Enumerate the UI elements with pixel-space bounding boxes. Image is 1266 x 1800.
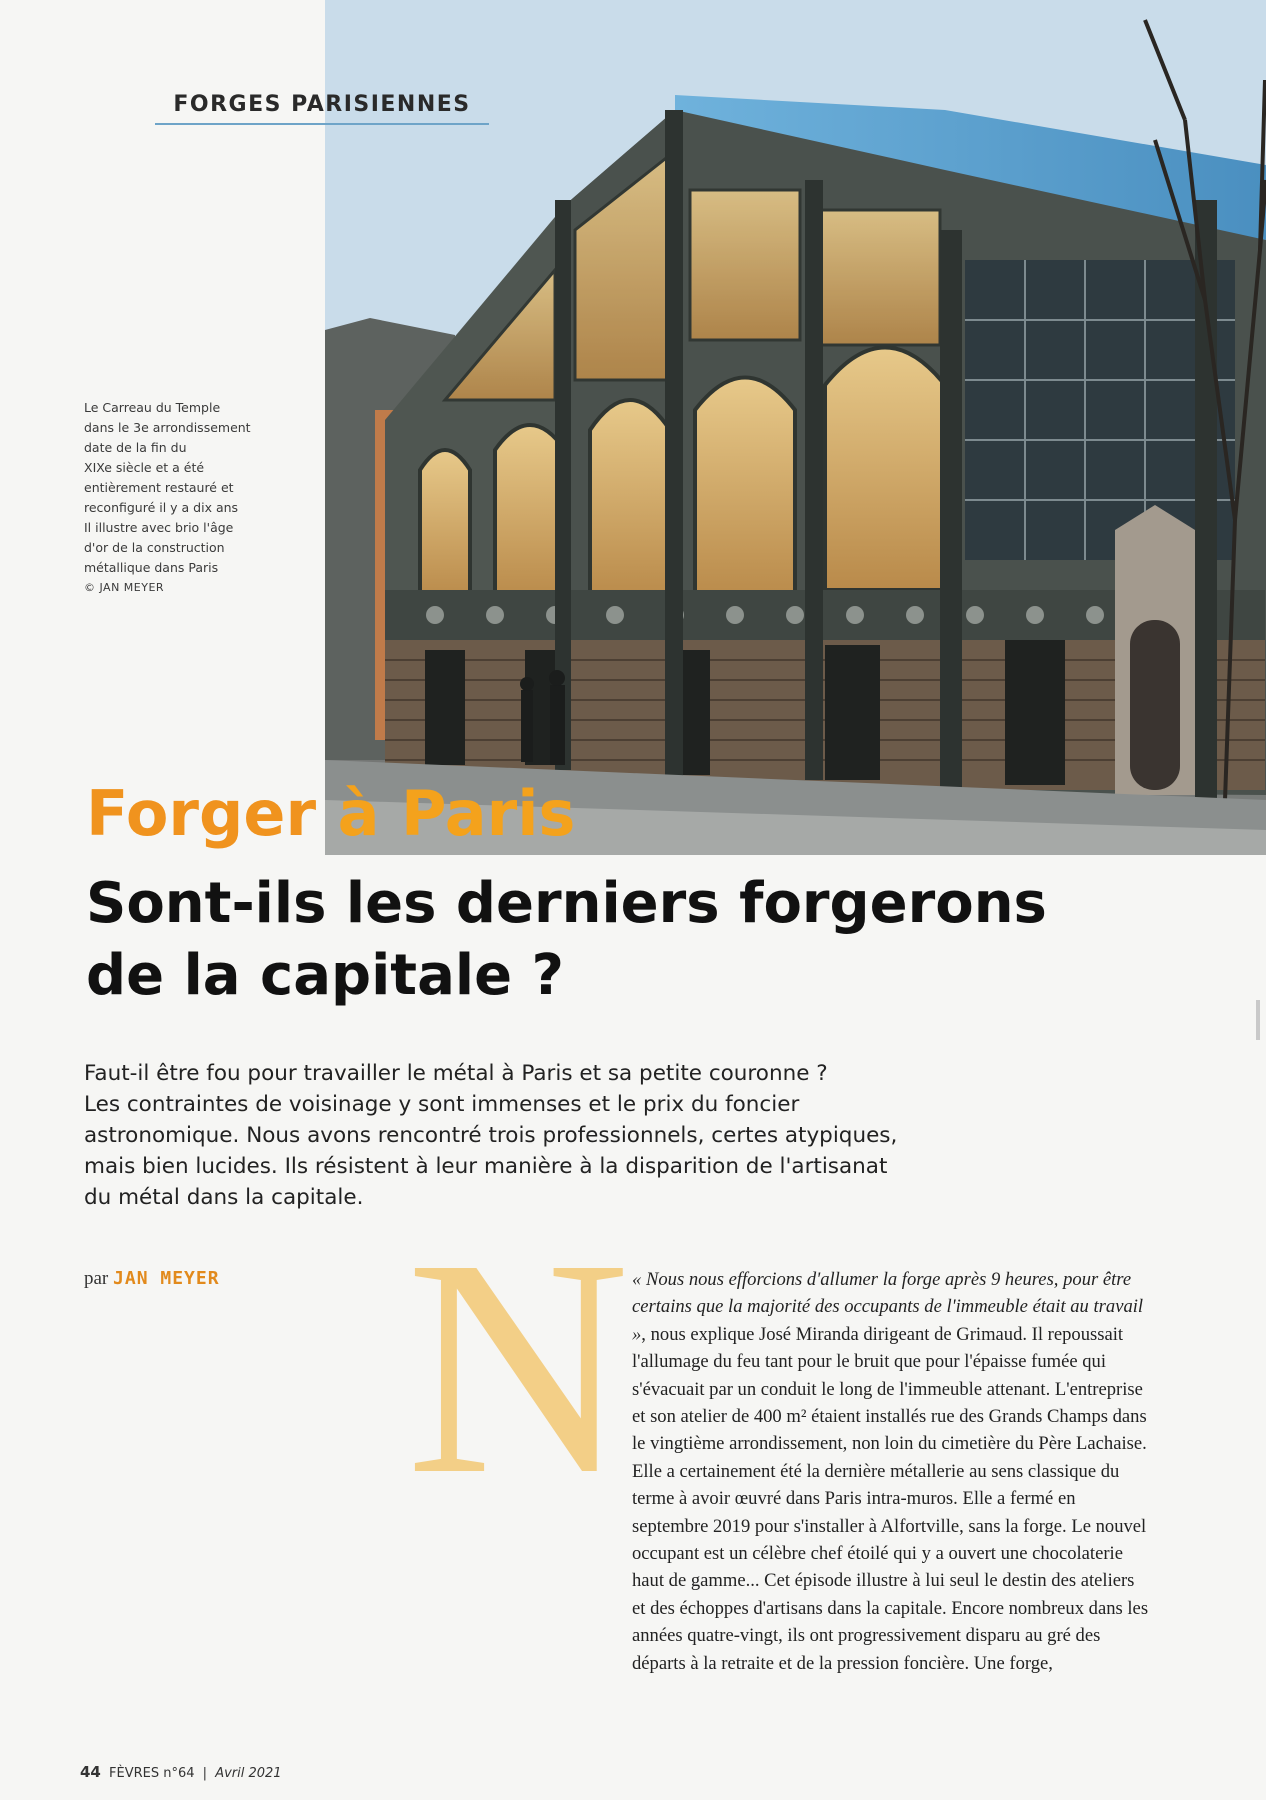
kicker-part-2: à Paris — [337, 777, 576, 850]
lede-line: Les contraintes de voisinage y sont immenses et le prix du foncier — [84, 1092, 800, 1117]
lede-line: du métal dans la capitale. — [84, 1185, 364, 1210]
caption-line: Il illustre avec brio l'âge — [84, 520, 234, 535]
building-illustration — [325, 0, 1266, 855]
lede-line: Faut-il être fou pour travailler le métal à Paris et sa petite couronne ? — [84, 1061, 828, 1086]
photo-credit: © JAN MEYER — [84, 581, 165, 594]
article-lede — [84, 1058, 1004, 1213]
issue-date: Avril 2021 — [215, 1766, 282, 1781]
caption-line: d'or de la construction — [84, 540, 225, 555]
drop-cap: N — [406, 1196, 630, 1539]
article-body — [632, 1266, 1152, 1677]
headline-line-2: de la capitale ? — [86, 943, 565, 1008]
headline-line-1: Sont-ils les derniers forgerons — [86, 871, 1047, 936]
article-kicker — [86, 777, 576, 850]
page-footer — [80, 1763, 282, 1781]
caption-line: entièrement restauré et — [84, 480, 234, 495]
caption-line: Le Carreau du Temple — [84, 400, 221, 415]
section-label: FORGES PARISIENNES — [155, 92, 489, 125]
caption-line: métallique dans Paris — [84, 560, 219, 575]
caption-line: date de la fin du — [84, 440, 187, 455]
body-quote: « Nous nous efforcions d'allumer la forge après 9 heures, pour être certains que la majorité des occupants de l'immeuble était au travail » — [632, 1269, 1144, 1345]
article-headline — [86, 868, 1186, 1012]
byline — [84, 1268, 220, 1290]
page-number: 44 — [80, 1763, 101, 1781]
footer-separator: | — [202, 1766, 208, 1781]
caption-line: reconfiguré il y a dix ans — [84, 500, 239, 515]
caption-line: XIXe siècle et a été — [84, 460, 205, 475]
hero-photo-carreau-du-temple — [325, 0, 1266, 855]
kicker-part-1: Forger — [86, 777, 338, 850]
byline-prefix: par — [84, 1268, 109, 1289]
byline-author: JAN MEYER — [113, 1268, 220, 1289]
lede-line: astronomique. Nous avons rencontré trois professionnels, certes atypiques, — [84, 1123, 898, 1148]
lede-line: mais bien lucides. Ils résistent à leur manière à la disparition de l'artisanat — [84, 1154, 888, 1179]
photo-caption — [84, 398, 284, 598]
caption-line: dans le 3e arrondissement — [84, 420, 251, 435]
body-text: , nous explique José Miranda dirigeant de Grimaud. Il repoussait l'allumage du feu tant pour le bruit que pour l'épaisse fumée qui s'évacuait par un conduit le long de l'immeuble attenant. L'entreprise et son atelier de 400 m² étaient installés rue des Grands Champs dans le vingtième arrondissement, non loin du cimetière du Père Lachaise. Elle a certainement été la dernière métallerie au sens classique du terme à avoir œuvré dans Paris intra-muros. Elle a fermé en septembre 2019 pour s'installer à Alfortville, sans la forge. Le nouvel occupant est un célèbre chef étoilé qui y a ouvert une chocolaterie haut de gamme... Cet épisode illustre à lui seul le destin des ateliers et des échoppes d'artisans dans la capitale. Encore nombreux dans les années quatre-vingt, ils ont progressivement disparu au gré des départs à la retraite et de la pression foncière. Une forge, — [632, 1323, 1149, 1674]
magazine-issue: FÈVRES n°64 — [109, 1766, 195, 1781]
scan-edge-mark — [1256, 1000, 1260, 1040]
